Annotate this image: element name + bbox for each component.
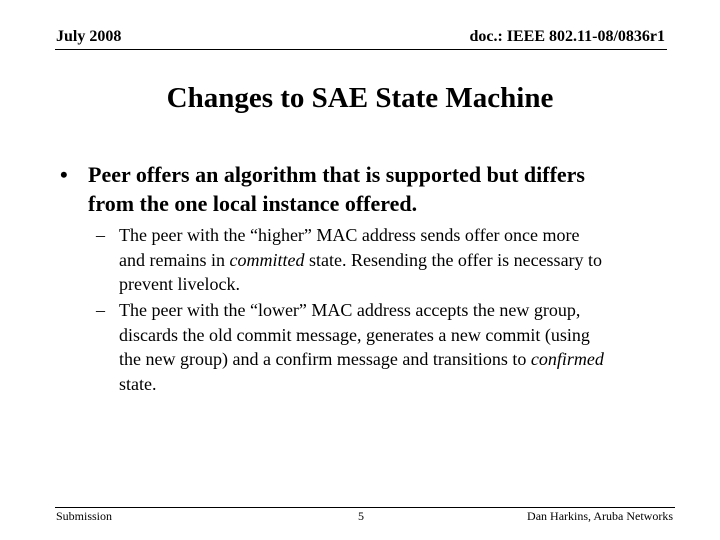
slide-title: Changes to SAE State Machine xyxy=(166,82,554,114)
text-run: and remains in xyxy=(119,249,230,270)
footer-divider xyxy=(55,507,675,508)
sub-bullet-line xyxy=(119,347,674,372)
dash-marker: – xyxy=(96,225,105,245)
header-date: July 2008 xyxy=(56,28,122,45)
main-bullet-text xyxy=(88,160,658,218)
header-divider xyxy=(55,49,667,50)
sub-bullet-text xyxy=(119,223,674,297)
main-bullet-line: from the one local instance offered. xyxy=(88,191,418,216)
header-doc-id: doc.: IEEE 802.11-08/0836r1 xyxy=(469,28,665,45)
sub-bullet-line: The peer with the “higher” MAC address sends offer once more xyxy=(119,225,580,245)
sub-bullet-line: The peer with the “lower” MAC address accepts the new group, xyxy=(119,300,581,320)
footer-page-number: 5 xyxy=(358,509,364,523)
sub-bullet-text xyxy=(119,298,674,396)
footer-submission: Submission xyxy=(56,509,113,523)
sub-bullet-line xyxy=(119,248,674,273)
text-run: the new group) and a confirm message and transitions to xyxy=(119,349,531,369)
footer-author: Dan Harkins, Aruba Networks xyxy=(527,509,673,523)
text-run: state. Resending the offer is necessary to xyxy=(304,249,603,270)
sub-bullet-line: state. xyxy=(119,373,157,394)
sub-bullet-line: discards the old commit message, generates a new commit (using xyxy=(119,324,590,345)
bullet-dot: • xyxy=(60,162,68,187)
dash-marker: – xyxy=(96,300,105,320)
emphasis-confirmed: confirmed xyxy=(530,349,604,369)
sub-bullet-line: prevent livelock. xyxy=(119,274,240,294)
main-bullet-line: Peer offers an algorithm that is supported but differs xyxy=(88,162,585,187)
emphasis-committed: committed xyxy=(229,249,305,270)
